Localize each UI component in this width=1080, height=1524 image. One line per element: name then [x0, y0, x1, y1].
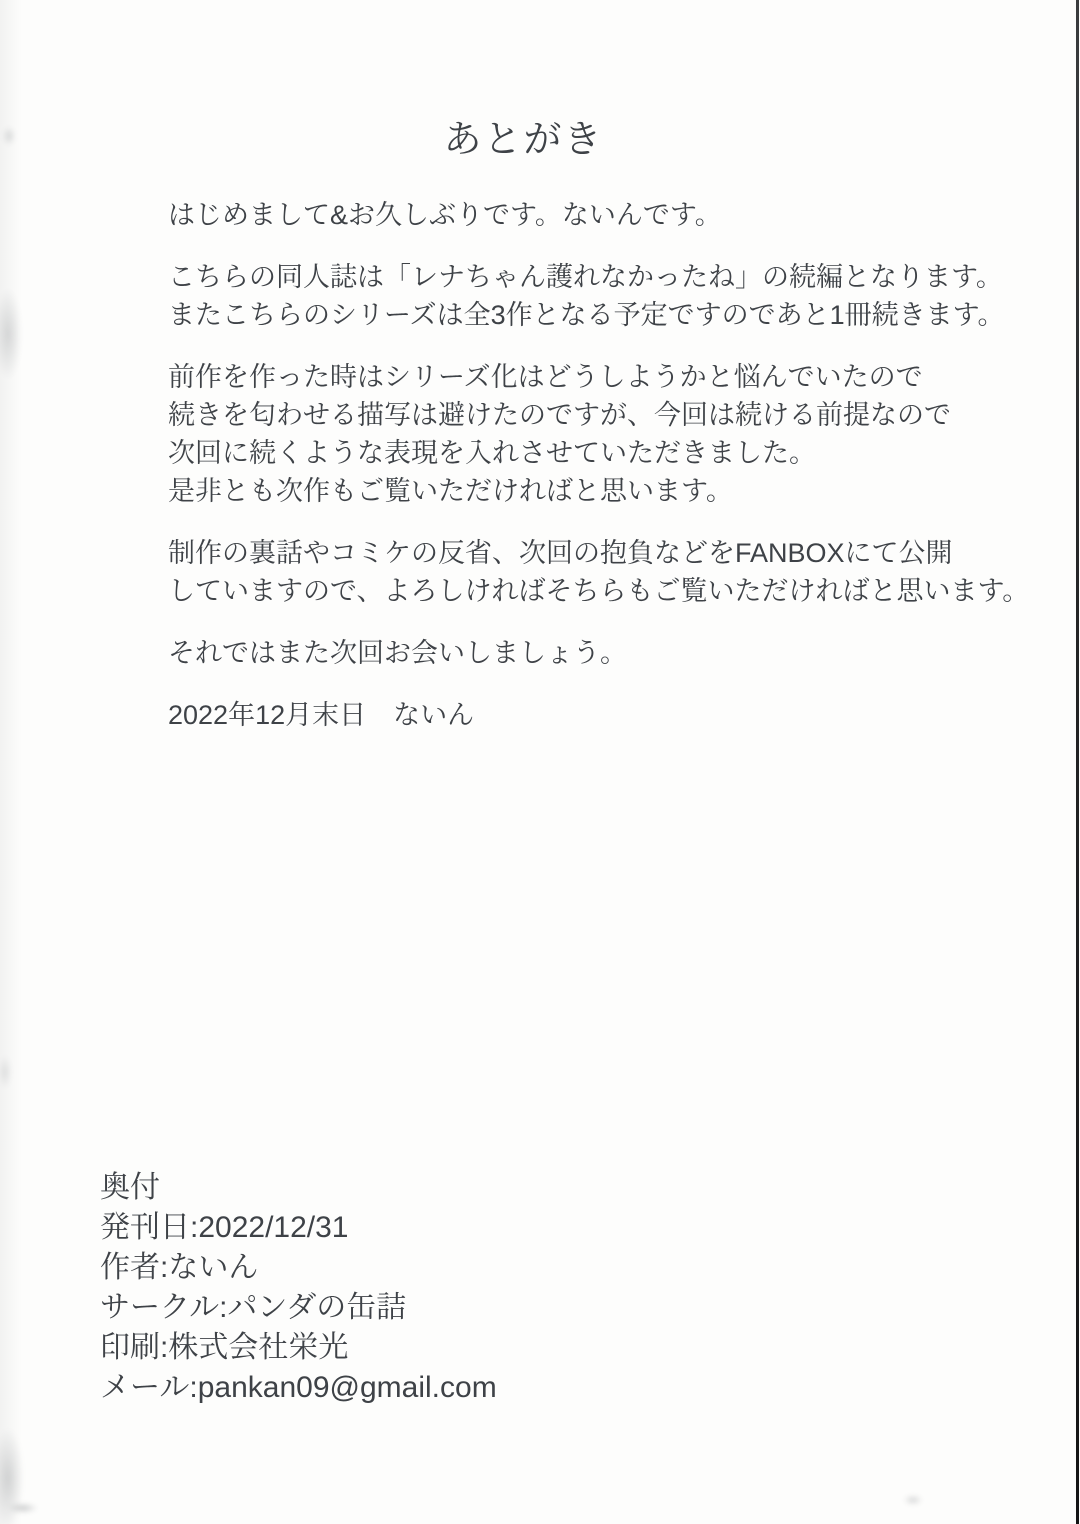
- scan-right-edge-line: [1076, 0, 1079, 1524]
- scan-smudge: [0, 1055, 12, 1089]
- text-line: 次回に続くような表現を入れさせていただきました。: [168, 438, 816, 468]
- text-line: 続きを匂わせる描写は避けたのですが、今回は続ける前提なので: [168, 400, 951, 430]
- scan-smudge: [0, 288, 22, 380]
- colophon-author: 作者:ないん: [100, 1251, 259, 1284]
- text-line: はじめまして&お久しぶりです。ないんです。: [168, 200, 722, 230]
- page-title: あとがき: [443, 119, 604, 161]
- text-line: 是非とも次作もご覧いただければと思います。: [168, 476, 733, 506]
- paragraph-farewell: [168, 634, 1048, 672]
- scan-smudge: [903, 1494, 923, 1506]
- colophon-circle: サークル:パンダの缶詰: [100, 1291, 407, 1324]
- paragraph-fanbox: [168, 534, 1048, 610]
- scan-left-edge-shadow: [0, 0, 22, 1524]
- colophon-email: メール:pankan09@gmail.com: [100, 1371, 497, 1404]
- text-line: していますので、よろしければそちらもご覧いただければと思います。: [168, 576, 1030, 606]
- afterword-body: [168, 196, 1048, 758]
- text-line: 制作の裏話やコミケの反省、次回の抱負などをFANBOXにて公開: [168, 538, 953, 568]
- colophon-publish-date: 発刊日:2022/12/31: [100, 1211, 349, 1244]
- colophon: [100, 1168, 497, 1408]
- paragraph-previous-work: [168, 358, 1048, 510]
- paragraph-series-info: [168, 258, 1048, 334]
- paragraph-greeting: [168, 196, 1048, 234]
- text-line: 2022年12月末日 ないん: [168, 700, 475, 730]
- paragraph-signature-date: [168, 696, 1048, 734]
- scan-smudge: [8, 1502, 38, 1514]
- text-line: 前作を作った時はシリーズ化はどうしようかと悩んでいたので: [168, 362, 923, 392]
- scan-smudge: [2, 126, 16, 146]
- text-line: こちらの同人誌は「レナちゃん護れなかったね」の続編となります。: [168, 262, 1003, 292]
- text-line: それではまた次回お会いしましょう。: [168, 638, 627, 668]
- text-line: またこちらのシリーズは全3作となる予定ですのであと1冊続きます。: [168, 300, 1005, 330]
- colophon-heading: 奥付: [100, 1171, 160, 1204]
- colophon-printer: 印刷:株式会社栄光: [100, 1331, 349, 1364]
